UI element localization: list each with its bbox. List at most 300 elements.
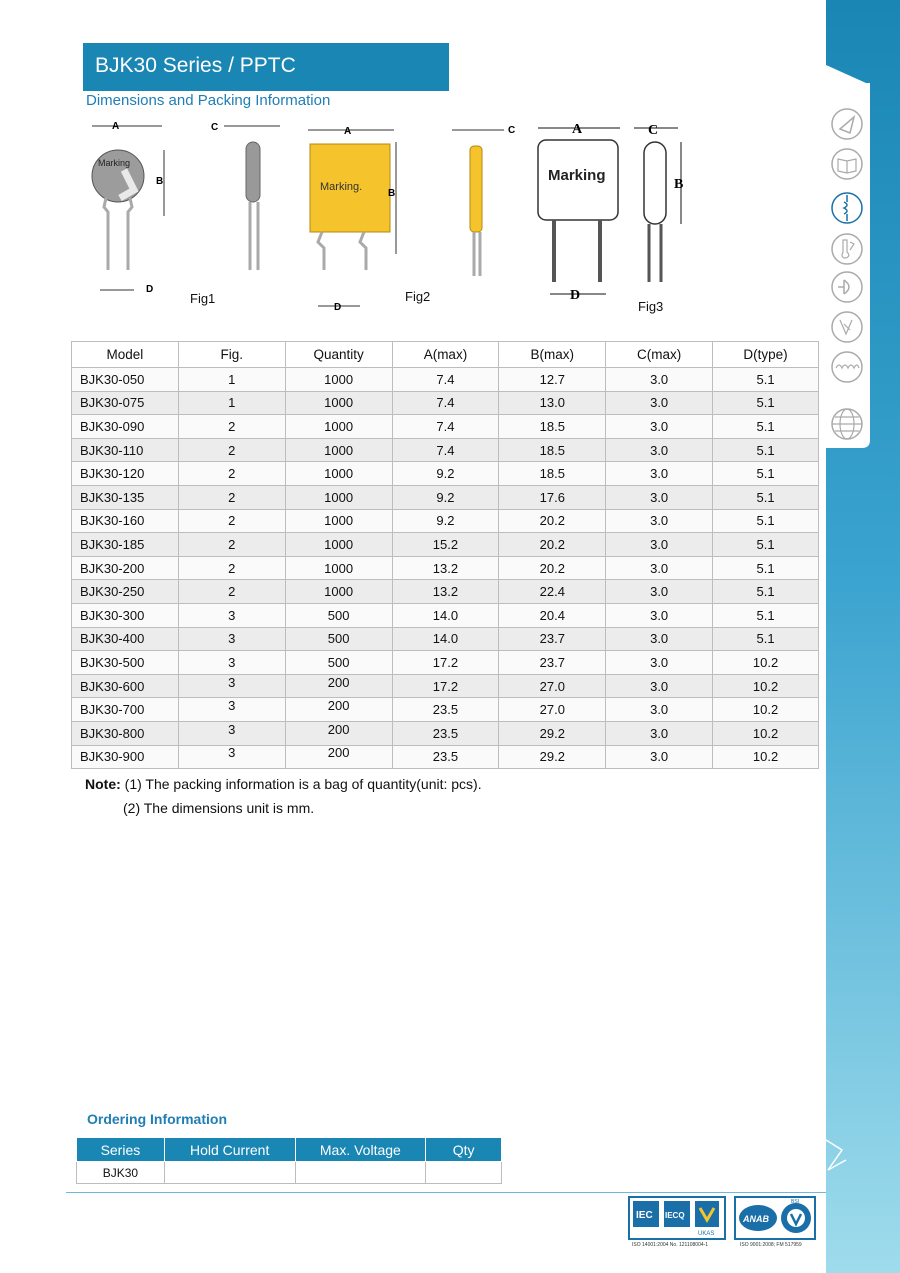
cell-text: 3.0: [650, 631, 669, 647]
cell-quantity: [285, 415, 392, 439]
cell-quantity: [285, 368, 392, 392]
cell-text: 1000: [324, 442, 354, 458]
cell-text: 27.0: [539, 678, 565, 694]
cell-model: [72, 368, 179, 392]
cell-quantity: [285, 533, 392, 557]
cell-a-max: [392, 721, 499, 745]
cell-text: 20.2: [539, 560, 565, 576]
cell-model: [72, 580, 179, 604]
cell-d-type: [713, 698, 819, 722]
iso9001-cert-logo: [734, 1196, 816, 1240]
table-row: [72, 745, 819, 769]
thermometer-icon: [830, 232, 864, 271]
fig2-drawing: [304, 120, 414, 320]
cell-text: 5.1: [756, 513, 775, 529]
cell-text: 2: [228, 466, 236, 482]
cell-d-type: [713, 438, 819, 462]
cell-text: BJK30-050: [80, 371, 145, 387]
cell-quantity: [285, 603, 392, 627]
col-model: Model: [72, 342, 179, 368]
svg-text:UKAS: UKAS: [698, 1231, 715, 1237]
col-c-max: C(max): [606, 342, 713, 368]
cell-text: 3.0: [650, 442, 669, 458]
cell-c-max: [606, 698, 713, 722]
cell-text: 23.7: [539, 654, 565, 670]
cell-text: BJK30-500: [80, 654, 145, 670]
cell-text: 1000: [324, 489, 354, 505]
cell-text: BJK30-090: [80, 418, 145, 434]
cell-text: 3.0: [650, 749, 669, 765]
cell-c-max: [606, 556, 713, 580]
cell-text: 27.0: [539, 702, 565, 718]
cell-text: 18.5: [539, 442, 565, 458]
order-col-series: Series: [77, 1138, 165, 1162]
cell-text: 3.0: [650, 702, 669, 718]
cell-fig: [178, 533, 285, 557]
col-quantity: Quantity: [285, 342, 392, 368]
svg-text:ANAB: ANAB: [743, 1214, 769, 1224]
cell-b-max: [499, 674, 606, 698]
cell-a-max: [392, 368, 499, 392]
svg-text:C: C: [648, 123, 659, 138]
table-row: [77, 1162, 502, 1184]
svg-text:IECQ: IECQ: [665, 1211, 685, 1220]
iecq-logo-icon: [630, 1198, 724, 1238]
cell-text: 3.0: [650, 654, 669, 670]
order-col-max-voltage: Max. Voltage: [295, 1138, 426, 1162]
cert-caption-2: ISO 9001:2008; FM 517959: [740, 1242, 802, 1248]
cell-fig: [178, 368, 285, 392]
fig1-marking: Marking: [98, 158, 131, 168]
cell-text: BJK30-200: [80, 560, 145, 576]
fig2-side-drawing: [448, 120, 528, 290]
cell-text: 3: [228, 674, 236, 690]
table-row: [72, 485, 819, 509]
cell-b-max: [499, 603, 606, 627]
table-row: [72, 415, 819, 439]
order-max-voltage-value: [295, 1162, 426, 1184]
cell-text: 2: [228, 513, 236, 529]
cell-c-max: [606, 603, 713, 627]
col-a-max: A(max): [392, 342, 499, 368]
cell-d-type: [713, 462, 819, 486]
cell-quantity: [285, 509, 392, 533]
cell-model: [72, 556, 179, 580]
cell-text: 500: [327, 654, 350, 670]
cell-text: 7.4: [436, 442, 455, 458]
cell-text: 3: [228, 698, 236, 714]
cell-c-max: [606, 674, 713, 698]
cell-a-max: [392, 674, 499, 698]
cell-a-max: [392, 462, 499, 486]
order-series-value: BJK30: [77, 1162, 165, 1184]
cell-a-max: [392, 485, 499, 509]
cell-model: [72, 745, 179, 769]
cell-b-max: [499, 438, 606, 462]
dimensions-table: [71, 341, 819, 769]
table-row: [72, 462, 819, 486]
cell-fig: [178, 462, 285, 486]
cell-text: 3.0: [650, 395, 669, 411]
cell-text: 500: [327, 631, 350, 647]
cell-text: 1000: [324, 536, 354, 552]
dim-c-label: C: [211, 122, 219, 133]
cell-b-max: [499, 415, 606, 439]
cell-model: [72, 698, 179, 722]
svg-text:B: B: [674, 177, 684, 192]
order-col-hold-current: Hold Current: [164, 1138, 295, 1162]
cell-c-max: [606, 462, 713, 486]
cell-fig: [178, 721, 285, 745]
cell-text: 10.2: [752, 654, 779, 670]
svg-text:D: D: [570, 288, 581, 303]
cell-quantity: [285, 438, 392, 462]
cell-text: 3: [228, 721, 236, 737]
cell-text: 10.2: [752, 725, 779, 741]
cell-b-max: [499, 462, 606, 486]
cell-c-max: [606, 745, 713, 769]
cell-text: 17.6: [539, 489, 565, 505]
fuse-icon: [830, 191, 864, 230]
cell-model: [72, 391, 179, 415]
cell-text: 18.5: [539, 418, 565, 434]
table-row: [72, 721, 819, 745]
cell-text: 200: [327, 745, 350, 761]
table-row: [72, 533, 819, 557]
cell-text: 5.1: [756, 536, 775, 552]
cell-text: 2: [228, 418, 236, 434]
cell-text: BJK30-800: [80, 725, 145, 741]
cell-text: 3.0: [650, 489, 669, 505]
cell-text: 1000: [324, 466, 354, 482]
cell-text: 3.0: [650, 371, 669, 387]
table-row: [72, 627, 819, 651]
cell-text: BJK30-600: [80, 678, 145, 694]
cell-a-max: [392, 415, 499, 439]
anab-bsi-logo-icon: [736, 1198, 814, 1238]
cell-b-max: [499, 368, 606, 392]
cell-text: 7.4: [436, 418, 455, 434]
note-line-1: (1) The packing information is a bag of quantity(unit: pcs).: [120, 776, 482, 792]
cell-text: 18.5: [539, 466, 565, 482]
cell-text: 5.1: [756, 418, 775, 434]
cell-text: BJK30-400: [80, 631, 145, 647]
cell-text: BJK30-185: [80, 536, 145, 552]
cell-a-max: [392, 438, 499, 462]
table-row: [72, 651, 819, 675]
table-row: [72, 438, 819, 462]
cell-text: 13.2: [432, 584, 459, 600]
cell-b-max: [499, 580, 606, 604]
cell-fig: [178, 485, 285, 509]
cell-b-max: [499, 485, 606, 509]
fig3-label: Fig3: [638, 299, 664, 314]
ordering-title: Ordering Information: [87, 1111, 227, 1127]
cell-model: [72, 438, 179, 462]
cell-text: 5.1: [756, 560, 775, 576]
cell-text: 3: [228, 607, 236, 623]
cell-text: 500: [327, 607, 350, 623]
cell-text: 17.2: [432, 678, 459, 694]
cell-text: 22.4: [539, 584, 565, 600]
cell-d-type: [713, 368, 819, 392]
cell-b-max: [499, 533, 606, 557]
cell-text: 9.2: [436, 466, 455, 482]
cell-c-max: [606, 509, 713, 533]
cell-text: 29.2: [539, 725, 565, 741]
cell-b-max: [499, 698, 606, 722]
cell-text: 13.2: [432, 560, 459, 576]
table-row: [72, 674, 819, 698]
cell-quantity: [285, 462, 392, 486]
cell-text: 200: [327, 674, 350, 690]
cell-text: 1: [228, 371, 236, 387]
cell-text: 7.4: [436, 395, 455, 411]
cell-text: 1000: [324, 560, 354, 576]
fig3-drawing: [534, 118, 704, 313]
dim-b-label: B: [156, 176, 164, 187]
cell-model: [72, 415, 179, 439]
cell-a-max: [392, 651, 499, 675]
cell-d-type: [713, 580, 819, 604]
dim-d-label: D: [146, 284, 154, 295]
cell-model: [72, 533, 179, 557]
cell-text: 1000: [324, 513, 354, 529]
cell-fig: [178, 627, 285, 651]
cell-text: BJK30-075: [80, 395, 145, 411]
cell-quantity: [285, 391, 392, 415]
cell-text: 3.0: [650, 466, 669, 482]
order-qty-value: [426, 1162, 502, 1184]
table-row: [72, 556, 819, 580]
dimension-figures: [80, 112, 720, 322]
svg-text:IEC: IEC: [636, 1210, 653, 1221]
cell-text: BJK30-250: [80, 584, 145, 600]
cell-fig: [178, 580, 285, 604]
cell-c-max: [606, 580, 713, 604]
cell-quantity: [285, 698, 392, 722]
cell-c-max: [606, 721, 713, 745]
globe-icon: [830, 407, 864, 446]
cell-text: 5.1: [756, 442, 775, 458]
cell-text: 3.0: [650, 584, 669, 600]
voltage-icon: [830, 310, 864, 349]
cell-fig: [178, 509, 285, 533]
cell-fig: [178, 415, 285, 439]
cell-c-max: [606, 391, 713, 415]
cell-text: 2: [228, 536, 236, 552]
cell-b-max: [499, 745, 606, 769]
cell-text: 200: [327, 721, 350, 737]
cell-text: 2: [228, 442, 236, 458]
cell-text: 200: [327, 698, 350, 714]
cell-model: [72, 651, 179, 675]
cell-text: 5.1: [756, 466, 775, 482]
table-row: [72, 580, 819, 604]
cell-d-type: [713, 391, 819, 415]
cell-quantity: [285, 627, 392, 651]
cell-text: 5.1: [756, 631, 775, 647]
cell-text: BJK30-160: [80, 513, 145, 529]
cell-text: 1: [228, 395, 236, 411]
cell-d-type: [713, 485, 819, 509]
cell-text: 5.1: [756, 489, 775, 505]
cell-text: 10.2: [752, 749, 779, 765]
cell-fig: [178, 556, 285, 580]
cell-fig: [178, 651, 285, 675]
cell-text: 20.4: [539, 607, 565, 623]
cell-d-type: [713, 415, 819, 439]
table-row: [72, 603, 819, 627]
note-line-2: (2) The dimensions unit is mm.: [123, 800, 315, 816]
cell-text: 2: [228, 560, 236, 576]
svg-text:B: B: [388, 188, 396, 199]
iso14001-cert-logo: [628, 1196, 726, 1240]
table-header-row: [72, 342, 819, 368]
cell-text: 3: [228, 631, 236, 647]
table-row: [72, 368, 819, 392]
order-col-qty: Qty: [426, 1138, 502, 1162]
page-title-bar: [83, 43, 449, 91]
order-hold-current-value: [164, 1162, 295, 1184]
col-fig: Fig.: [178, 342, 285, 368]
cell-text: 7.4: [436, 371, 455, 387]
cell-c-max: [606, 651, 713, 675]
cell-text: 2: [228, 584, 236, 600]
cell-text: 20.2: [539, 536, 565, 552]
cell-fig: [178, 698, 285, 722]
right-sidebar: [826, 0, 900, 1273]
cell-fig: [178, 745, 285, 769]
plug-icon: [830, 270, 864, 309]
cell-text: 10.2: [752, 702, 779, 718]
cell-text: BJK30-110: [80, 442, 144, 458]
cell-d-type: [713, 556, 819, 580]
cell-d-type: [713, 627, 819, 651]
fig1-label: Fig1: [190, 291, 216, 306]
fig1-side-drawing: [206, 112, 286, 282]
cell-text: 5.1: [756, 584, 775, 600]
cell-c-max: [606, 415, 713, 439]
cell-a-max: [392, 580, 499, 604]
cell-text: 9.2: [436, 513, 455, 529]
cell-d-type: [713, 745, 819, 769]
cell-text: 3.0: [650, 560, 669, 576]
cell-c-max: [606, 533, 713, 557]
cell-text: BJK30-900: [80, 749, 145, 765]
cell-b-max: [499, 391, 606, 415]
cell-text: 3.0: [650, 536, 669, 552]
cell-fig: [178, 391, 285, 415]
cell-c-max: [606, 485, 713, 509]
cell-text: 29.2: [539, 749, 565, 765]
cert-caption-1: ISO 14001:2004 No. 121108004-1: [632, 1242, 709, 1248]
cell-text: 3.0: [650, 607, 669, 623]
cell-d-type: [713, 721, 819, 745]
cell-quantity: [285, 674, 392, 698]
cell-quantity: [285, 485, 392, 509]
fig1-drawing: [80, 112, 190, 302]
cell-a-max: [392, 698, 499, 722]
fig3-marking: Marking: [548, 167, 606, 184]
cell-a-max: [392, 533, 499, 557]
cell-quantity: [285, 580, 392, 604]
cell-d-type: [713, 674, 819, 698]
table-row: [72, 509, 819, 533]
cell-text: 1000: [324, 395, 354, 411]
cell-text: 5.1: [756, 395, 775, 411]
cell-text: 14.0: [432, 631, 459, 647]
cell-text: 10.2: [752, 678, 779, 694]
note-label: Note:: [85, 776, 121, 792]
cell-text: 3: [228, 745, 236, 761]
cell-text: 1000: [324, 371, 354, 387]
cell-b-max: [499, 721, 606, 745]
cell-a-max: [392, 745, 499, 769]
cell-text: 23.5: [432, 702, 459, 718]
cell-text: 9.2: [436, 489, 455, 505]
cell-text: 13.0: [539, 395, 565, 411]
cell-quantity: [285, 721, 392, 745]
cell-model: [72, 627, 179, 651]
col-d-type: D(type): [713, 342, 819, 368]
footer-divider: [66, 1192, 826, 1193]
svg-text:BSI: BSI: [791, 1199, 800, 1205]
cell-text: BJK30-300: [80, 607, 145, 623]
svg-text:C: C: [508, 125, 516, 136]
cell-text: 5.1: [756, 607, 775, 623]
cell-a-max: [392, 627, 499, 651]
cell-fig: [178, 438, 285, 462]
cell-text: 2: [228, 489, 236, 505]
cell-text: 3.0: [650, 418, 669, 434]
cell-text: 20.2: [539, 513, 565, 529]
col-b-max: B(max): [499, 342, 606, 368]
arrow-icon: [830, 107, 864, 146]
cell-text: 3.0: [650, 513, 669, 529]
coil-icon: [830, 350, 864, 389]
cell-text: 3.0: [650, 725, 669, 741]
cell-model: [72, 485, 179, 509]
cell-c-max: [606, 438, 713, 462]
cell-d-type: [713, 533, 819, 557]
dim-a-label: A: [112, 121, 120, 132]
cell-b-max: [499, 509, 606, 533]
cell-text: 12.7: [539, 371, 565, 387]
cell-a-max: [392, 509, 499, 533]
cell-text: 23.5: [432, 725, 459, 741]
notes: [85, 772, 482, 820]
cell-quantity: [285, 556, 392, 580]
page-title: BJK30 Series / PPTC: [95, 54, 296, 77]
cell-model: [72, 674, 179, 698]
section-subtitle: Dimensions and Packing Information: [86, 92, 331, 109]
cell-b-max: [499, 556, 606, 580]
cell-text: 15.2: [432, 536, 459, 552]
cell-model: [72, 462, 179, 486]
cell-text: 1000: [324, 584, 354, 600]
cell-text: 1000: [324, 418, 354, 434]
book-icon: [830, 147, 864, 186]
cell-fig: [178, 674, 285, 698]
table-row: [72, 391, 819, 415]
cell-text: 17.2: [432, 654, 459, 670]
cell-text: BJK30-135: [80, 489, 145, 505]
ordering-table: [76, 1137, 502, 1184]
cell-model: [72, 603, 179, 627]
svg-text:A: A: [572, 122, 583, 137]
cell-text: 23.7: [539, 631, 565, 647]
